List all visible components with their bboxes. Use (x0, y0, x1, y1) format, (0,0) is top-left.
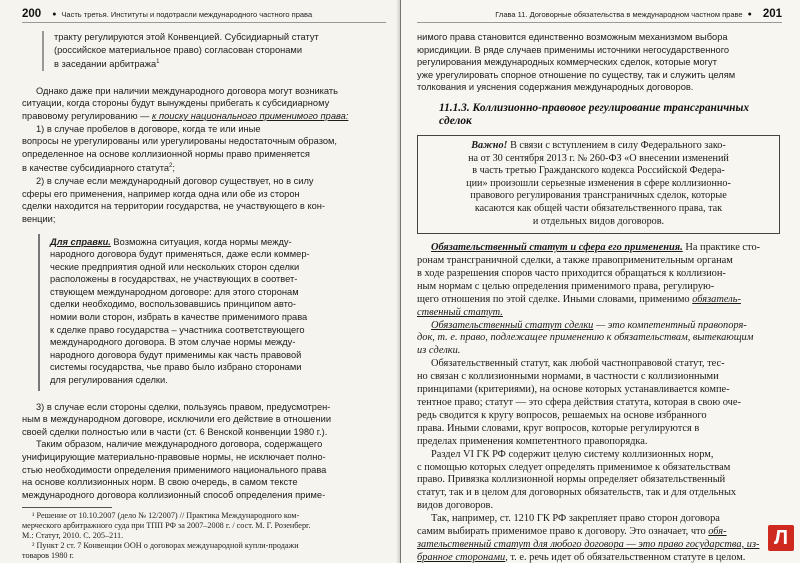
important-note-box: Важно! В связи с вступлением в силу Федерального зако- на от 30 сентября 2013 г. № 260-ФЗ «О внесении изменений в часть третью Гражданского кодекса Российской Федера- ции» произошли серьезные изменения в сфере коллизионно- правового регулирования трансграничных сделок, которые касаются как общей части обязательственного права, так и отдельных видов договоров. (417, 135, 780, 234)
reference-note-block: Для справки. Возможна ситуация, когда нормы между- народного договора будут применяться, даже если коммер- ческие предприятия одной или нескольких сторон сделки расположены в государствах, не участвующих в соответ- ствующем международном договоре: для этого сторонам сделки необходимо, воспользовавшись принципом авто- номии воли сторон, избрать в качестве применимого права к сделке право государства – участника соответствующего международного договора. В этом случае нормы между- народного договора будут применимы как часть правовой системы государства, чье право было избрано сторонами для регулирования сделки. (38, 234, 386, 391)
left-paragraph-2: 1) в случае пробелов в договоре, когда те или иные вопросы не урегулированы или урегулированы недостаточным образом, определенное на основе коллизионной нормы право применяется в качестве субсидиарного статута$^2$; (22, 123, 337, 174)
left-paragraph-5: Таким образом, наличие международного договора, содержащего унифицирующие материально-правовые нормы, не исключает полно- стью необходимости определения применимого национального права на основе коллизионных норм. В свою очередь, в самом тексте международного договора коллизионный способ определения приме- (22, 439, 327, 500)
left-paragraph-1: Однако даже при наличии международного договора могут возникать ситуации, когда стороны будут вынуждены прибегать к субсидиарному правовому регулированию — к поиску национального применимого права: (22, 85, 349, 122)
footnote-ref: 2 (169, 163, 173, 170)
publisher-logo-icon: Л (768, 525, 794, 551)
footnotes: ¹ Решение от 10.10.2007 (дело № 12/2007) // Практика Международного ком- мерческого арбитражного суда при ТПП РФ за 2007–2008 г. / сост. М. Г. Розенберг. М.: Статут, 2010. С. 205–211. ² Пункт 2 ст. 7 Конвенции ООН о договорах международной купли-продажи товаров 1980 г. (22, 511, 311, 561)
right-paragraph-2: Обязательственный статут и сфера его применения. На практике сто- ронам трансграничной сделки, а также правоприменительным органам в ходе разрешения споров часто приходится обращаться к коллизион- ным нормам с целью определения применимого права, регулирую- щего отношения по этой сделке. Иными словами, применимо обязатель- ственный статут. (417, 242, 761, 318)
left-running-head-title: Часть третья. Институты и подотрасли международного частного права (61, 9, 313, 19)
footnote-ref: 1 (156, 59, 160, 66)
right-running-head: Глава 11. Договорные обязательства в международном частном праве ● 201 (417, 8, 782, 23)
right-paragraph-6: Так, например, ст. 1210 ГК РФ закрепляет право сторон договора самим выбирать применимое право к договору. Это означает, что обя- зательственный статут для любого договора — это право государства, из- бранное сторонами, т. е. речь идет об обязательственном статуте в целом. (417, 513, 760, 563)
right-paragraph-5: Раздел VI ГК РФ содержит целую систему коллизионных норм, с помощью которых следует определять применимое к обязательствам право. Привязка коллизионной нормы определяет обязательственный статут, так и в целом для договорных обязательств, так и для отдельных видов договоров. (417, 448, 737, 512)
right-paragraph-1: нимого права становится единственно возможным механизмом выбора юрисдикции. В ряде случаев применимы источники негосударственного регулирования международных коммерческих сделок, которые могут уже урегулировать спорное отношение по существу, так и служить целям толкования и уяснения содержания международных договоров. (417, 32, 736, 93)
obligation-statute-heading: Обязательственный статут и сфера его применения. (431, 242, 683, 254)
footnote-divider (22, 507, 112, 508)
right-paragraph-4: Обязательственный статут, как любой частноправовой статут, тес- но связан с коллизионными нормами, в частности с коллизионными принципами (критериями), на основе которых устанавливается компе- тентное право; статут — это сфера действия статута, которая в свою оче- редь сводится к кругу вопросов, решаемых на основе избранного права. Иными словами, круг вопросов, которые регулируются в пределах применения компетентного правопорядка. (417, 358, 741, 447)
left-paragraph-3: 2) в случае если международный договор существует, но в силу сферы его применения, например когда одна или обе из сторон сделки находится на территории государства, не участвующего в кон- венции; (22, 176, 326, 224)
quote-block: тракту регулируются этой Конвенцией. Субсидиарный статут (российское материальное право) согласован сторонами в заседании арбитража$^1$ (42, 31, 386, 71)
left-running-head: 200 ● Часть третья. Институты и подотрасли международного частного права (22, 8, 386, 23)
left-page-number: 200 (22, 8, 42, 20)
right-page-number: 201 (762, 8, 782, 20)
right-paragraph-3: Обязательственный статут сделки — это компетентный правопоря- док, т. е. право, подлежащее применению к обязательствам, вытекающим из сделки. (417, 319, 754, 357)
important-note-label: Важно! (471, 139, 508, 151)
left-paragraph-4: 3) в случае если стороны сделки, пользуясь правом, предусмотрен- ным в международном договоре, исключили его действие в отношении своей сделки полностью или в части (ст. 6 Венской конвенции 1980 г.). (22, 401, 332, 437)
right-running-head-title: Глава 11. Договорные обязательства в международном частном праве (495, 9, 743, 19)
right-page (401, 0, 800, 563)
reference-note-label: Для справки. (50, 236, 111, 247)
section-heading: 11.1.3. Коллизионно-правовое регулирование трансграничных сделок (439, 101, 750, 128)
